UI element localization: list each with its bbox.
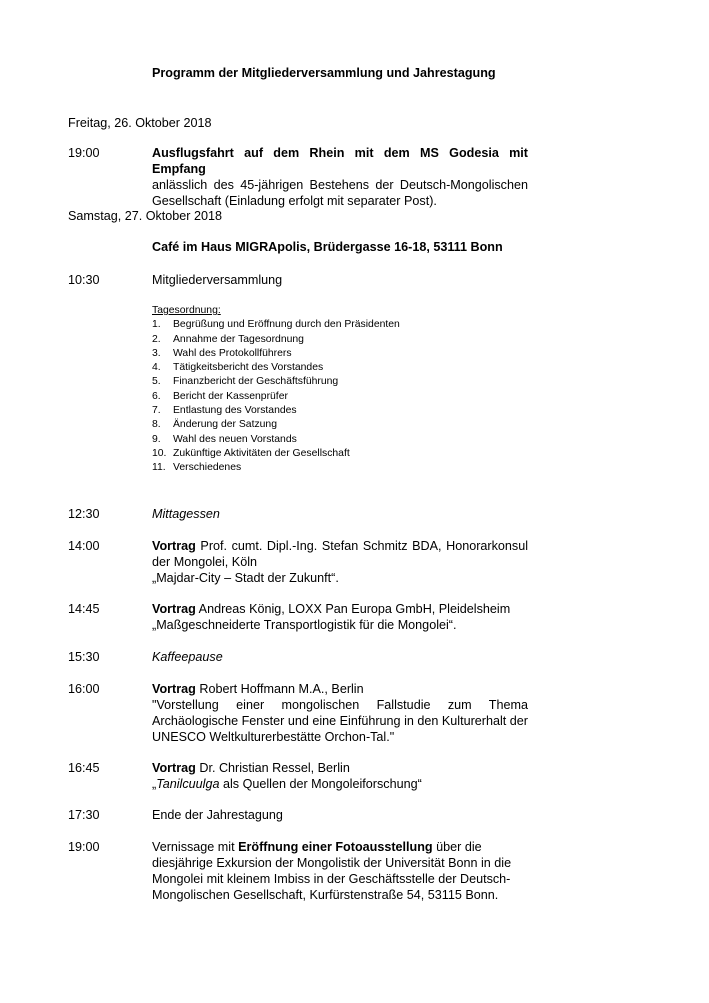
talk1-label: Vortrag bbox=[152, 539, 196, 553]
agenda-list bbox=[152, 318, 400, 475]
agenda-item: 7. Entlastung des Vorstandes bbox=[152, 405, 297, 417]
coffee-time: 15:30 bbox=[68, 650, 100, 664]
talk2-speaker: Andreas König, LOXX Pan Europa GmbH, Pleidelsheim bbox=[198, 602, 511, 616]
talk3-speaker: Robert Hoffmann M.A., Berlin bbox=[199, 682, 364, 696]
talk4-topic: „Tanilcuulga als Quellen der Mongoleiforschung“ bbox=[152, 777, 422, 791]
talk1 bbox=[152, 538, 528, 586]
end-time: 17:30 bbox=[68, 808, 100, 822]
talk1-speaker: Prof. cumt. Dipl.-Ing. Stefan Schmitz BDA, Honorarkonsul der Mongolei, Köln bbox=[152, 539, 529, 569]
lunch-title: Mittagessen bbox=[152, 507, 220, 521]
friday-entry-text: anlässlich des 45-jährigen Bestehens der Deutsch-Mongolischen Gesellschaft (Einladung erfolgt mit separater Post). bbox=[152, 178, 528, 208]
saturday-date: Samstag, 27. Oktober 2018 bbox=[68, 209, 223, 223]
agenda-item: 5. Finanzbericht der Geschäftsführung bbox=[152, 376, 339, 388]
talk2-time: 14:45 bbox=[68, 602, 100, 616]
talk3-topic: "Vorstellung einer mongolischen Fallstudie zum Thema Archäologische Fenster und eine Einführung in den Kulturerhalt der UNESCO Weltkulturerbestätte Orchon-Tal." bbox=[152, 698, 528, 744]
agenda-heading: Tagesordnung: bbox=[152, 305, 221, 316]
friday-time: 19:00 bbox=[68, 146, 100, 160]
agenda-item: 10. Zukünftige Aktivitäten der Gesellschaft bbox=[152, 447, 350, 459]
agenda-item: 3. Wahl des Protokollführers bbox=[152, 347, 292, 359]
assembly-title: Mitgliederversammlung bbox=[152, 273, 283, 287]
talk3-label: Vortrag bbox=[152, 682, 196, 696]
agenda-item: 1. Begrüßung und Eröffnung durch den Präsidenten bbox=[152, 319, 400, 331]
agenda-item: 9. Wahl des neuen Vorstands bbox=[152, 433, 297, 445]
talk1-topic: „Majdar-City – Stadt der Zukunft“. bbox=[152, 571, 339, 585]
talk1-time: 14:00 bbox=[68, 539, 100, 553]
assembly-time: 10:30 bbox=[68, 273, 100, 287]
talk3-time: 16:00 bbox=[68, 682, 100, 696]
agenda-item: 6. Bericht der Kassenprüfer bbox=[152, 390, 288, 402]
talk4-label: Vortrag bbox=[152, 761, 196, 775]
talk4 bbox=[152, 760, 528, 792]
talk2-label: Vortrag bbox=[152, 602, 196, 616]
lunch-time: 12:30 bbox=[68, 507, 100, 521]
agenda-item: 2. Annahme der Tagesordnung bbox=[152, 333, 304, 345]
agenda bbox=[152, 304, 400, 476]
friday-date: Freitag, 26. Oktober 2018 bbox=[68, 116, 212, 130]
end-title: Ende der Jahrestagung bbox=[152, 808, 283, 822]
vernissage-time: 19:00 bbox=[68, 840, 100, 854]
talk4-time: 16:45 bbox=[68, 761, 100, 775]
friday-entry bbox=[152, 145, 528, 209]
talk4-speaker: Dr. Christian Ressel, Berlin bbox=[199, 761, 350, 775]
venue: Café im Haus MIGRApolis, Brüdergasse 16-18, 53111 Bonn bbox=[152, 240, 503, 254]
talk3 bbox=[152, 681, 528, 745]
vernissage: Vernissage mit Eröffnung einer Fotoausstellung über die diesjährige Exkursion der Mongolistik der Universität Bonn in die Mongolei mit kleinem Imbiss in der Geschäftsstelle der Deutsch-Mongolischen Gesellschaft, Kurfürstenstraße 54, 53115 Bonn. bbox=[152, 840, 512, 902]
page-title: Programm der Mitgliederversammlung und Jahrestagung bbox=[152, 66, 496, 80]
agenda-item: 4. Tätigkeitsbericht des Vorstandes bbox=[152, 362, 324, 374]
agenda-item: 11. Verschiedenes bbox=[152, 462, 242, 474]
talk2 bbox=[152, 601, 528, 633]
talk2-topic: „Maßgeschneiderte Transportlogistik für die Mongolei“. bbox=[152, 618, 457, 632]
agenda-item: 8. Änderung der Satzung bbox=[152, 419, 277, 431]
coffee-title: Kaffeepause bbox=[152, 650, 223, 664]
friday-entry-title: Ausflugsfahrt auf dem Rhein mit dem MS Godesia mit Empfang bbox=[152, 146, 528, 176]
